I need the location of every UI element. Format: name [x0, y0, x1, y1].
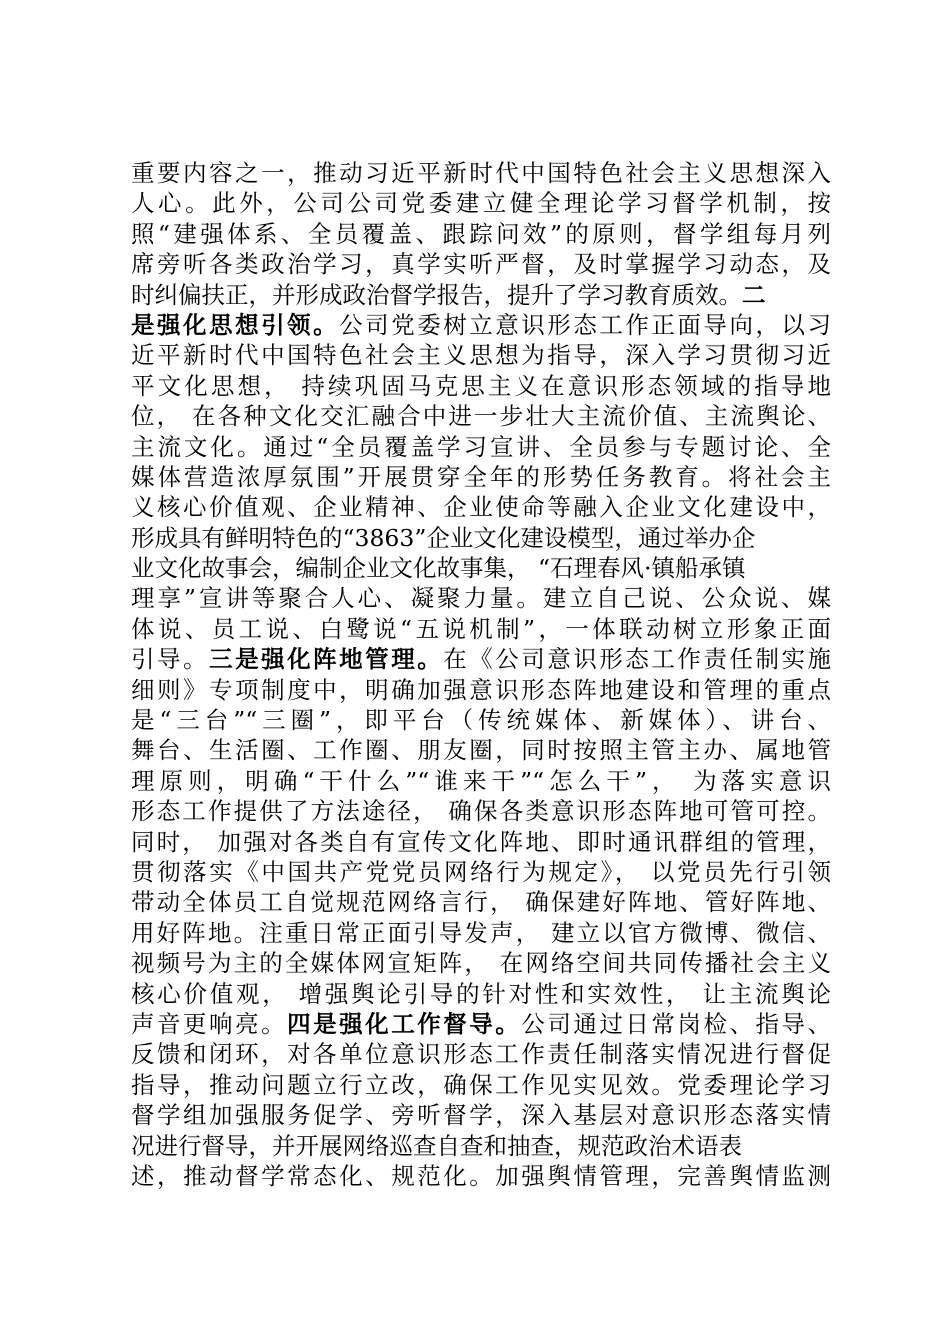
text-line [131, 219, 831, 249]
bold-heading-text: 是强化思想引领。 [131, 310, 340, 339]
text-line [131, 583, 831, 613]
line-text: 席旁听各类政治学习，真学实听严督，及时掌握学习动态，及 [131, 250, 831, 279]
text-line [131, 735, 831, 765]
line-text: 督学组加强服务促学、旁听督学，深入基层对意识形态落实情 [131, 1101, 831, 1130]
line-text: 业文化故事会，编制企业文化故事集， “石理春风·镇船承镇 [131, 554, 746, 583]
line-text: 体说、员工说、白鹭说“五说机制”，一体联动树立形象正面 [131, 614, 831, 643]
line-text: 带动全体员工自觉规范网络言行， 确保建好阵地、管好阵地、 [131, 888, 831, 917]
bold-heading-text: 二 [742, 280, 766, 309]
line-text: 同时， 加强对各类自有宣传文化阵地、即时通讯群组的管理， [131, 827, 831, 856]
line-text: 述，推动督学常态化、规范化。加强舆情管理，完善舆情监测 [131, 1161, 831, 1190]
line-text: 贯彻落实《中国共产党党员网络行为规定》， 以党员先行引领 [131, 857, 831, 886]
text-line [131, 158, 831, 188]
line-text: 反馈和闭环，对各单位意识形态工作责任制落实情况进行督促 [131, 1040, 831, 1069]
line-text: 平文化思想， 持续巩固马克思主义在意识形态领域的指导地 [131, 371, 831, 400]
text-line [131, 1009, 831, 1039]
text-line [131, 432, 831, 462]
text-line [131, 1161, 831, 1191]
text-line [131, 705, 831, 735]
line-text: 主流文化。通过“全员覆盖学习宣讲、全员参与专题讨论、全 [131, 432, 831, 461]
line-text: 照“建强体系、全员覆盖、跟踪问效”的原则，督学组每月列 [131, 219, 831, 248]
text-line [131, 188, 831, 218]
text-line [131, 401, 831, 431]
text-line [131, 340, 831, 370]
line-text: 理原则，明确“干什么”“谁来干”“怎么干”， 为落实意识 [131, 766, 831, 795]
bold-heading-text: 四是强化工作督导。 [287, 1009, 522, 1038]
line-text: 理享”宣讲等聚合人心、凝聚力量。建立自己说、公众说、媒 [131, 584, 831, 613]
line-text: 形态工作提供了方法途径， 确保各类意识形态阵地可管可控。 [131, 797, 831, 826]
line-text: 核心价值观， 增强舆论引导的针对性和实效性， 让主流舆论 [131, 979, 831, 1008]
text-line [131, 827, 831, 857]
text-line [131, 462, 831, 492]
text-line [131, 887, 831, 917]
text-line [131, 948, 831, 978]
line-text: 细则》专项制度中，明确加强意识形态阵地建设和管理的重点 [131, 675, 831, 704]
line-text: 是“三台”“三圈”，即平台（传统媒体、新媒体）、讲台、 [131, 706, 831, 735]
line-text: 声音更响亮。 [131, 1009, 288, 1038]
text-line [131, 310, 831, 340]
line-text: 时纠偏扶正，并形成政治督学报告，提升了学习教育质效。 [131, 280, 742, 309]
line-text: 公司党委树立意识形态工作正面导向，以习 [339, 310, 831, 339]
line-text: 义核心价值观、企业精神、企业使命等融入企业文化建设中， [131, 493, 831, 522]
line-text: 公司通过日常岗检、指导、 [521, 1009, 831, 1038]
line-text: 况进行督导，并开展网络巡查自查和抽查，规范政治术语表 [131, 1131, 742, 1160]
text-line [131, 249, 831, 279]
line-text: 舞台、生活圈、工作圈、朋友圈，同时按照主管主办、属地管 [131, 736, 831, 765]
body-paragraph [131, 158, 831, 1191]
text-line [131, 553, 831, 583]
text-line [131, 1131, 831, 1161]
text-line [131, 280, 831, 310]
text-line [131, 766, 831, 796]
line-text: 引导。 [131, 645, 210, 674]
text-line [131, 857, 831, 887]
text-line [131, 371, 831, 401]
line-text: 位， 在各种文化交汇融合中进一步壮大主流价值、主流舆论、 [131, 402, 831, 431]
text-line [131, 796, 831, 826]
text-line [131, 1070, 831, 1100]
line-text: 媒体营造浓厚氛围”开展贯穿全年的形势任务教育。将社会主 [131, 462, 831, 491]
text-line [131, 614, 831, 644]
line-text: 人心。此外，公司公司党委建立健全理论学习督学机制，按 [131, 189, 831, 218]
text-line [131, 979, 831, 1009]
line-text: 视频号为主的全媒体网宣矩阵， 在网络空间共同传播社会主义 [131, 949, 831, 978]
text-line [131, 1100, 831, 1130]
text-line [131, 675, 831, 705]
text-line [131, 644, 831, 674]
line-text: 在《公司意识形态工作责任制实施 [443, 645, 831, 674]
text-line [131, 523, 831, 553]
line-text: 重要内容之一，推动习近平新时代中国特色社会主义思想深入 [131, 159, 831, 187]
bold-heading-text: 三是强化阵地管理。 [209, 645, 444, 674]
text-line [131, 492, 831, 522]
line-text: 近平新时代中国特色社会主义思想为指导，深入学习贯彻习近 [131, 341, 831, 370]
line-text: 用好阵地。注重日常正面引导发声， 建立以官方微博、微信、 [131, 918, 831, 947]
text-line [131, 1039, 831, 1069]
line-text: 指导，推动问题立行立改，确保工作见实见效。党委理论学习 [131, 1070, 831, 1099]
line-text: 形成具有鲜明特色的“3863”企业文化建设模型，通过举办企 [131, 523, 756, 552]
text-line [131, 918, 831, 948]
